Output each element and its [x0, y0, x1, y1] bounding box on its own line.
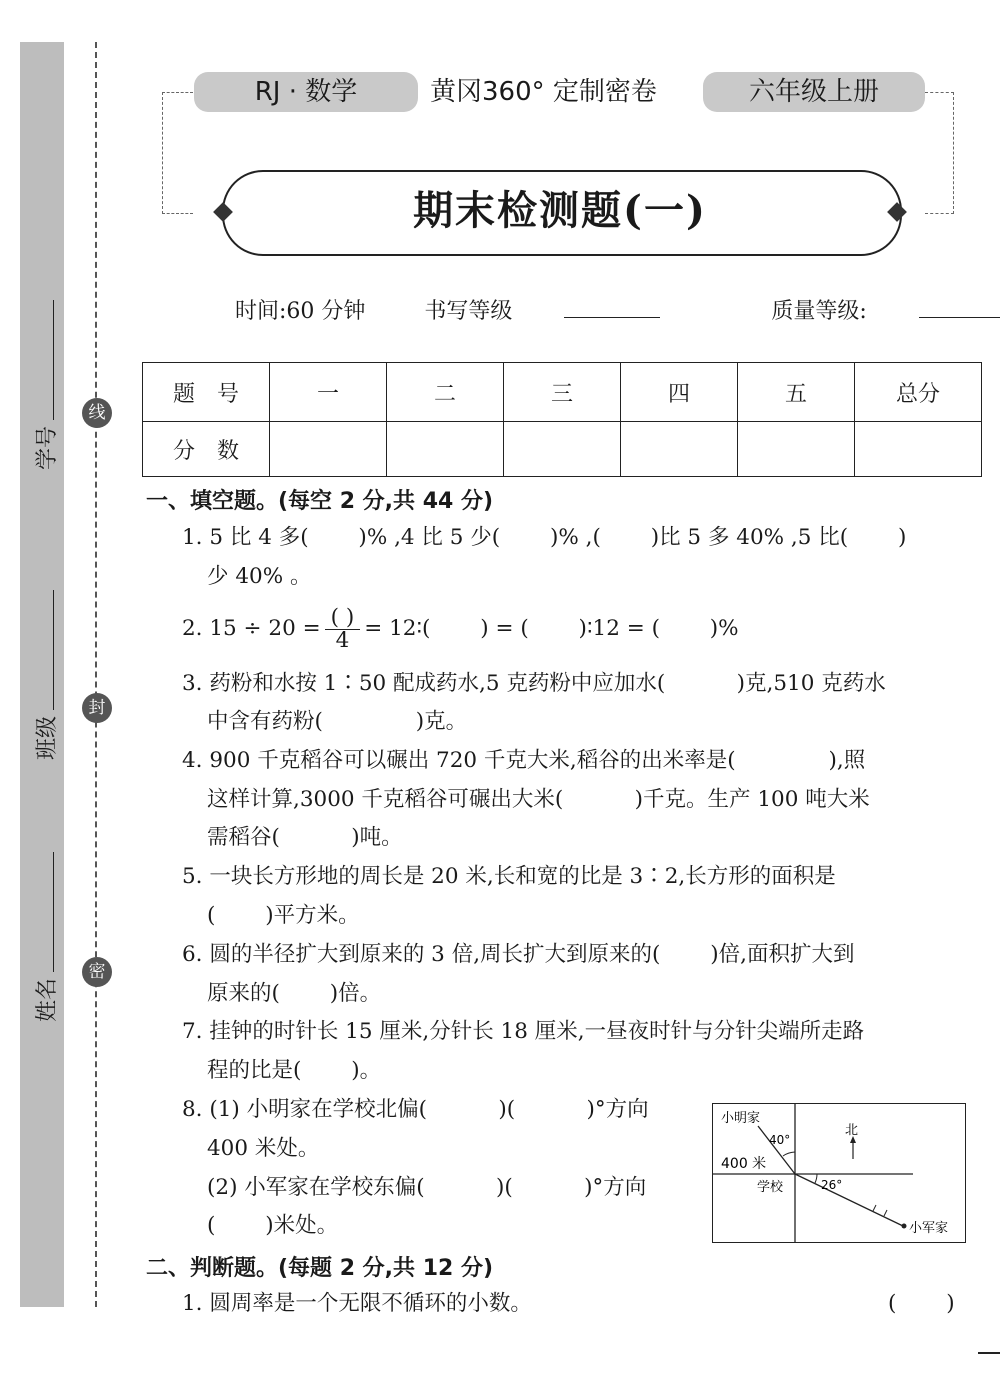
- page-title: 期末检测题(一): [413, 187, 707, 234]
- question-3-line1: 3. 药粉和水按 1∶50 配成药水,5 克药粉中应加水( )克,510 克药水: [182, 671, 886, 696]
- score-cell[interactable]: [270, 422, 387, 477]
- question-8-line2: 400 米处。: [207, 1136, 320, 1161]
- question-8-line3: (2) 小军家在学校东偏( )( )°方向: [207, 1175, 647, 1200]
- writing-grade: 书写等级: [424, 299, 712, 324]
- header-bracket-right: [925, 92, 954, 214]
- header-cell: 题 号: [143, 363, 270, 422]
- header-bracket-left: [162, 92, 193, 214]
- score-cell[interactable]: [504, 422, 621, 477]
- header-cell: 一: [270, 363, 387, 422]
- question-1-line1: 1. 5 比 4 多( )% ,4 比 5 少( )% ,( )比 5 多 40% ,5 比( ): [182, 525, 907, 550]
- question-2: 2. 15 ÷ 20 = $\frac{( )}{4}$ = 12∶( ) = ( )∶12 = ( )%: [182, 604, 739, 653]
- student-id-label: 学号: [30, 300, 61, 470]
- judge-question-1: 1. 圆周率是一个无限不循环的小数。: [182, 1291, 532, 1316]
- score-cell[interactable]: [621, 422, 738, 477]
- score-row: [143, 422, 982, 477]
- quality-grade: 质量等级:: [771, 299, 1000, 324]
- map-angle-40: 40°: [769, 1133, 791, 1147]
- question-4-line2: 这样计算,3000 千克稻谷可碾出大米( )千克。生产 100 吨大米: [207, 787, 870, 812]
- page-edge-mark: [978, 1352, 1000, 1354]
- map-label-distance: 400 米: [721, 1156, 767, 1172]
- section1-title: 一、填空题。(每空 2 分,共 44 分): [146, 489, 494, 514]
- xiaojun-ray: [795, 1174, 903, 1226]
- question-7-line1: 7. 挂钟的时针长 15 厘米,分针长 18 厘米,一昼夜时针与分针尖端所走路: [182, 1019, 865, 1044]
- xiaojun-dot: [902, 1224, 907, 1229]
- question-1-line2: 少 40% 。: [207, 564, 312, 589]
- name-label: 姓名: [30, 852, 61, 1022]
- row-label: 分 数: [143, 422, 270, 477]
- header-cell: 三: [504, 363, 621, 422]
- subject-pill: RJ · 数学: [194, 72, 418, 112]
- seal-seal: 封: [82, 693, 112, 723]
- header-cell: 五: [738, 363, 855, 422]
- question-5-line2: ( )平方米。: [207, 903, 360, 928]
- map-angle-26: 26°: [821, 1178, 843, 1192]
- map-label-xiaoming: 小明家: [721, 1111, 761, 1126]
- question-8-line4: ( )米处。: [207, 1213, 339, 1238]
- cut-line: [95, 42, 97, 1307]
- header-cell: 二: [387, 363, 504, 422]
- question-5-line1: 5. 一块长方形地的周长是 20 米,长和宽的比是 3∶2,长方形的面积是: [182, 864, 836, 889]
- angle-arc-26: [815, 1174, 817, 1183]
- scale-tick: [884, 1210, 887, 1216]
- header-cell: 四: [621, 363, 738, 422]
- direction-map: [712, 1103, 966, 1243]
- scale-tick: [873, 1205, 876, 1211]
- seal-line: 线: [82, 398, 112, 428]
- time-label: 时间:60 分钟: [235, 299, 366, 324]
- map-label-xiaojun: 小军家: [909, 1221, 949, 1236]
- header-cell: 总分: [855, 363, 982, 422]
- series-title: 黄冈360° 定制密卷: [430, 77, 657, 107]
- question-7-line2: 程的比是( )。: [207, 1058, 382, 1083]
- judge-answer-box[interactable]: ( ): [888, 1291, 955, 1316]
- exam-meta: [235, 294, 1000, 325]
- question-6-line1: 6. 圆的半径扩大到原来的 3 倍,周长扩大到原来的( )倍,面积扩大到: [182, 942, 855, 967]
- question-4-line3: 需稻谷( )吨。: [207, 825, 403, 850]
- question-3-line2: 中含有药粉( )克。: [207, 709, 468, 734]
- question-6-line2: 原来的( )倍。: [207, 981, 382, 1006]
- score-header-row: [143, 363, 982, 422]
- seal-secret: 密: [82, 957, 112, 987]
- angle-arc-40: [783, 1152, 795, 1156]
- score-cell[interactable]: [738, 422, 855, 477]
- question-8-line1: 8. (1) 小明家在学校北偏( )( )°方向: [182, 1097, 649, 1122]
- score-table: [142, 362, 982, 477]
- grade-pill: 六年级上册: [703, 72, 925, 112]
- class-label: 班级: [30, 590, 61, 760]
- score-cell[interactable]: [855, 422, 982, 477]
- map-label-north: 北: [845, 1123, 859, 1138]
- map-label-school: 学校: [757, 1180, 784, 1195]
- fraction: $\frac{( )}{4}$: [325, 607, 361, 652]
- question-4-line1: 4. 900 千克稻谷可以碾出 720 千克大米,稻谷的出米率是( ),照: [182, 748, 866, 773]
- score-cell[interactable]: [387, 422, 504, 477]
- section2-title: 二、判断题。(每题 2 分,共 12 分): [146, 1256, 494, 1281]
